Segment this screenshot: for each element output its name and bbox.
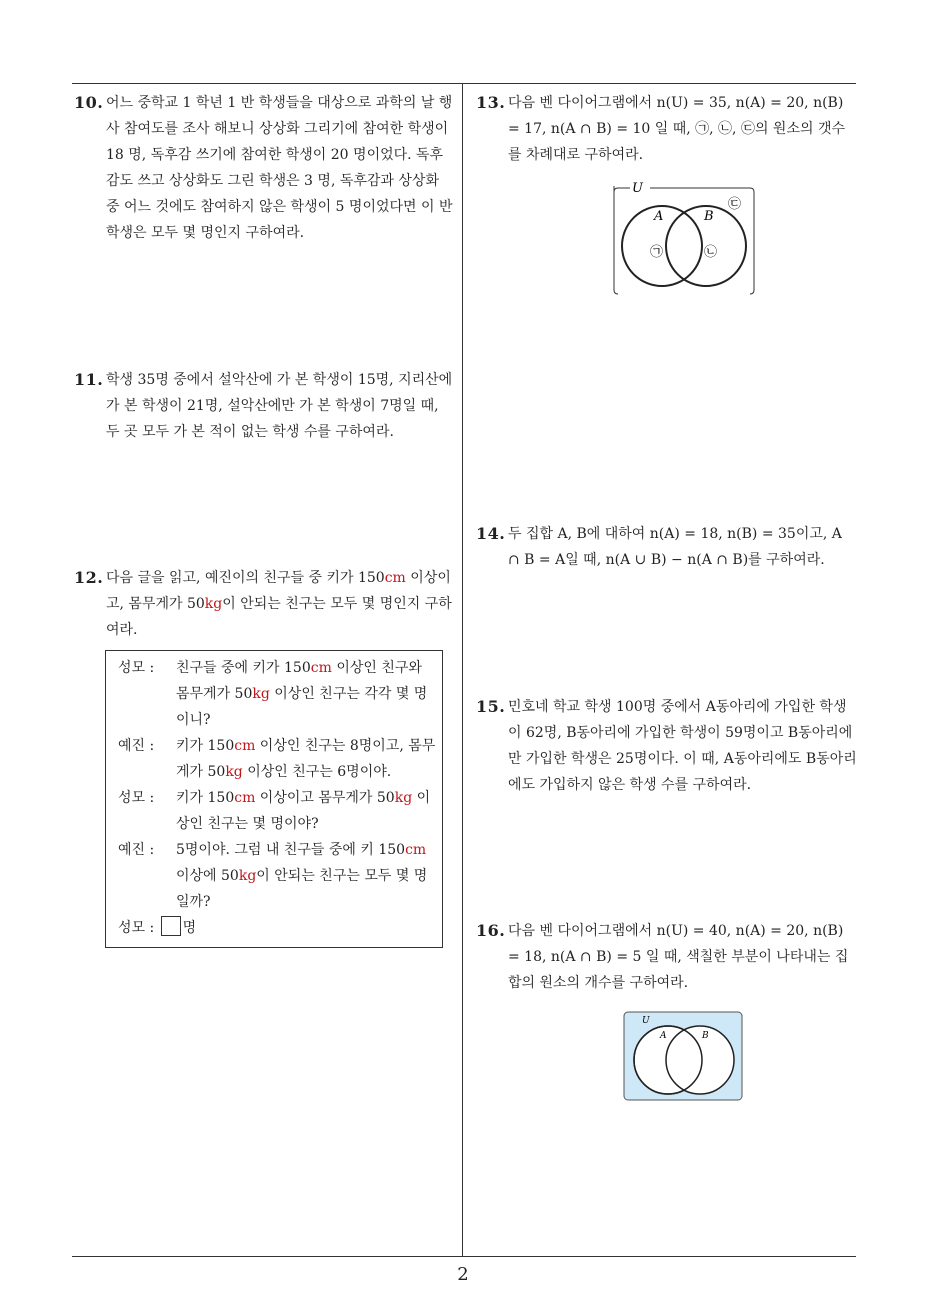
bottom-rule — [72, 1256, 856, 1257]
column-divider — [462, 83, 463, 1256]
venn-diagram-16 — [622, 1010, 746, 1104]
answer-blank[interactable] — [161, 916, 181, 936]
venn-diagram-13 — [610, 178, 758, 298]
speaker: 예진 : — [118, 842, 155, 858]
venn-label-b: B — [702, 1031, 709, 1041]
question-text: 어느 중학교 1 학년 1 반 학생들을 대상으로 과학의 날 행사 참여도를 조사 해보니 상상화 그리기에 참여한 학생이 18 명, 독후감 쓰기에 참여한 학생이 20 명이었다. 독후감도 쓰고 상상화도 그린 학생은 3 명, 독후감과 상상화 중 어느 것에도 참여하지 않은 학생이 5 명이었다면 이 반 학생은 모두 몇 명인지 구하여라. — [106, 95, 453, 241]
question-text: 학생 35명 중에서 설악산에 가 본 학생이 15명, 지리산에 가 본 학생이 21명, 설악산에만 가 본 학생이 7명일 때, 두 곳 모두 가 본 적이 없는 학생 수를 구하여라. — [106, 372, 453, 440]
venn-label-b: B — [704, 209, 714, 224]
question-16 — [476, 918, 858, 996]
speaker: 성모 : — [118, 660, 155, 676]
venn-label-a: A — [660, 1031, 667, 1041]
answer-unit: 명 — [182, 920, 197, 936]
dialogue-box — [105, 650, 443, 948]
top-rule — [72, 83, 856, 84]
question-text: 다음 벤 다이어그램에서 n(U) = 35, n(A) = 20, n(B) = 17, n(A ∩ B) = 10 일 때, ㉠, ㉡, ㉢의 원소의 갯수를 차례대로 구하여라. — [508, 95, 846, 163]
answer-line — [118, 915, 438, 941]
unit-cm: cm — [384, 570, 406, 586]
page-number: 2 — [457, 1264, 469, 1285]
region-1: ㉠ — [650, 245, 664, 260]
speaker: 예진 : — [118, 738, 155, 754]
question-number: 14. — [476, 524, 506, 543]
question-text: 두 집합 A, B에 대하여 n(A) = 18, n(B) = 35이고, A ∩ B = A일 때, n(A ∪ B) − n(A ∩ B)를 구하여라. — [508, 526, 842, 568]
question-14 — [476, 521, 858, 573]
question-10 — [74, 90, 456, 246]
region-3: ㉢ — [728, 197, 742, 212]
question-13 — [476, 90, 858, 168]
question-number: 11. — [74, 370, 104, 389]
speaker: 성모 : — [118, 920, 155, 936]
speaker: 성모 : — [118, 790, 155, 806]
question-text: 다음 벤 다이어그램에서 n(U) = 40, n(A) = 20, n(B) = 18, n(A ∩ B) = 5 일 때, 색칠한 부분이 나타내는 집합의 원소의 개수를 구하여라. — [508, 923, 849, 991]
question-text: 다음 글을 읽고, 예진이의 친구들 중 키가 150cm 이상이고, 몸무게가 50kg이 안되는 친구는 모두 몇 명인지 구하여라. — [106, 570, 452, 638]
speech: 5명이야. 그럼 내 친구들 중에 키 150cm 이상에 50kg이 안되는 친구는 모두 몇 명일까? — [176, 842, 428, 910]
question-text: 민호네 학교 학생 100명 중에서 A동아리에 가입한 학생이 62명, B동아리에 가입한 학생이 59명이고 B동아리에만 가입한 학생은 25명이다. 이 때, A동아리에도 B동아리에도 가입하지 않은 학생 수를 구하여라. — [508, 699, 857, 793]
speech: 친구들 중에 키가 150cm 이상인 친구와 몸무게가 50kg 이상인 친구는 각각 몇 명이니? — [176, 660, 428, 728]
question-number: 13. — [476, 93, 506, 112]
region-2: ㉡ — [704, 245, 718, 260]
question-number: 12. — [74, 568, 104, 587]
question-12 — [74, 565, 456, 643]
speech: 키가 150cm 이상이고 몸무게가 50kg 이상인 친구는 몇 명이야? — [176, 790, 431, 832]
question-15 — [476, 694, 858, 798]
venn-label-u: U — [632, 181, 643, 196]
speech: 키가 150cm 이상인 친구는 8명이고, 몸무게가 50kg 이상인 친구는 6명이야. — [176, 738, 436, 780]
dialogue-line — [118, 733, 438, 785]
venn-label-a: A — [654, 209, 664, 224]
question-number: 15. — [476, 697, 506, 716]
question-number: 10. — [74, 93, 104, 112]
venn-label-u: U — [642, 1016, 650, 1026]
question-11 — [74, 367, 456, 445]
question-number: 16. — [476, 921, 506, 940]
dialogue-line — [118, 837, 438, 915]
dialogue-line — [118, 785, 438, 837]
unit-kg: kg — [204, 596, 223, 612]
dialogue-line — [118, 655, 438, 733]
